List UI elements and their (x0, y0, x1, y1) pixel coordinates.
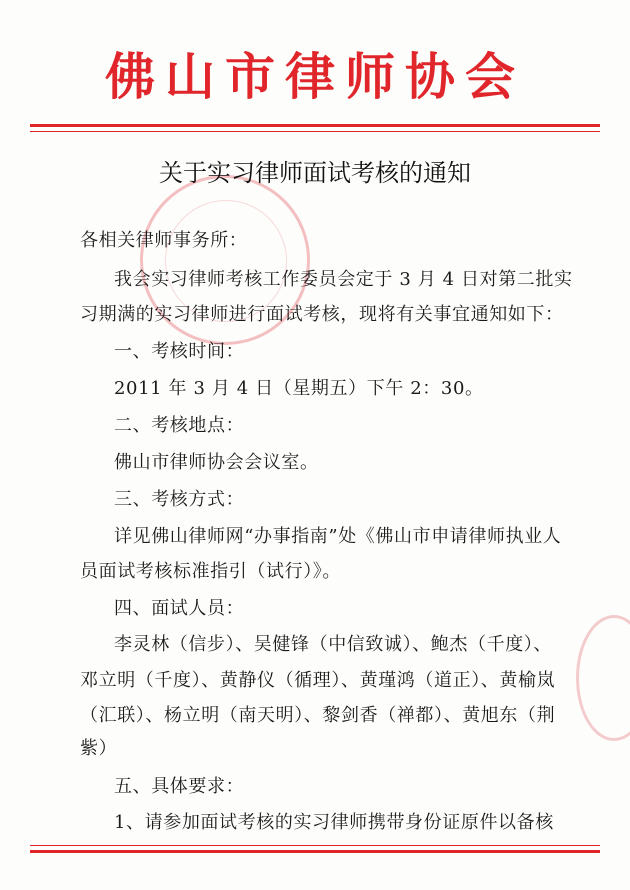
notice-title: 关于实习律师面试考核的通知 (159, 159, 471, 187)
section-4-heading: 四、面试人员： (114, 598, 245, 619)
org-letterhead-title: 佛山市律师协会 (105, 48, 525, 106)
intro-line-1: 我会实习律师考核工作委员会定于 3 月 4 日对第二批实 (114, 269, 573, 290)
footer-rule-thin (30, 845, 600, 846)
section-1-heading: 一、考核时间： (114, 341, 245, 362)
header-rule-thin (30, 131, 600, 132)
footer-rule-thick (30, 850, 600, 853)
section-5-line-1: 1、请参加面试考核的实习律师携带身份证原件以备核 (114, 812, 554, 833)
section-4-line-2: 邓立明（千度）、黄静仪（循理）、黄瑾鸿（道正）、黄榆岚 (80, 670, 556, 691)
section-2-heading: 二、考核地点： (114, 415, 245, 436)
section-3-heading: 三、考核方式： (114, 489, 245, 510)
section-3-line-1: 详见佛山律师网“办事指南”处《佛山市申请律师执业人 (114, 526, 562, 547)
header-rule-thick (30, 124, 600, 127)
edge-seal-fragment (576, 615, 630, 741)
intro-line-2: 习期满的实习律师进行面试考核，现将有关事宜通知如下： (80, 304, 564, 325)
section-1-text: 2011 年 3 月 4 日（星期五）下午 2：30。 (114, 378, 484, 399)
section-2-text: 佛山市律师协会会议室。 (114, 452, 319, 473)
section-4-line-4: 紫） (80, 738, 118, 759)
salutation: 各相关律师事务所： (80, 230, 248, 251)
section-4-line-1: 李灵林（信步）、吴健锋（中信致诚）、鲍杰（千度）、 (114, 634, 552, 655)
section-4-line-3: （汇联）、杨立明（南天明）、黎剑香（禅都）、黄旭东（荆 (80, 705, 556, 726)
section-3-line-2: 员面试考核标准指引（试行）》。 (80, 561, 341, 582)
section-5-heading: 五、具体要求： (114, 776, 245, 797)
